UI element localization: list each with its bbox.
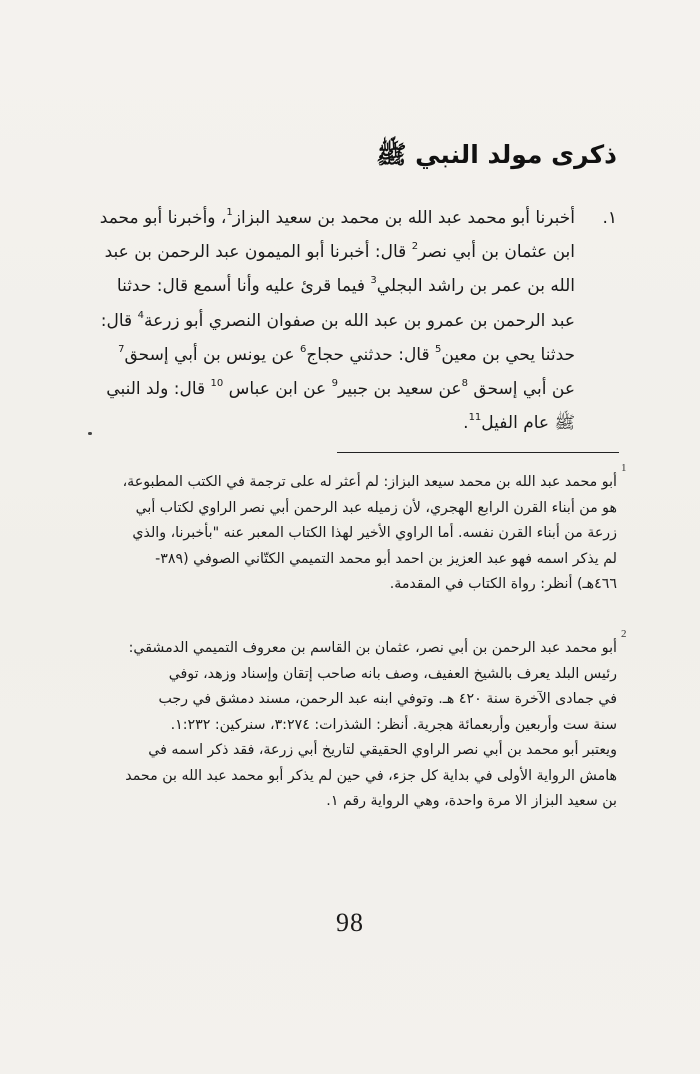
footnote-line: ويعتبر أبو محمد بن أبي نصر الراوي الحقيقي لتاريخ أبي زرعة، فقد ذكر اسمه في xyxy=(148,742,617,758)
footnote-line: رئيس البلد يعرف بالشيخ العفيف، وصف بانه صاحب إتقان وإسناد وزهد، توفي xyxy=(168,665,617,682)
footnote-line: بن سعيد البزاز الا مرة واحدة، وهي الرواية رقم ١. xyxy=(326,793,617,809)
section-heading: ذكرى مولد النبي ﷺ xyxy=(376,140,617,169)
footnote-mark: 1 xyxy=(621,462,627,474)
narration-line: أخبرنا أبو محمد عبد الله بن محمد بن سعيد البزاز$^1$، وأخبرنا أبو محمد xyxy=(99,207,575,228)
page-number: 98 xyxy=(336,908,364,937)
footnote-1 xyxy=(72,470,617,598)
footnote-line: زرعة من أبناء القرن نفسه. أما الراوي الأخير لهذا الكتاب المعبر عنه "بأخبرنا، والذي xyxy=(132,525,617,541)
footnote-line: هو من أبناء القرن الرابع الهجري، لأن زميله عبد الرحمن أبي نصر الراوي لكتاب أبي xyxy=(135,499,617,516)
footnote-line: أبو محمد عبد الله بن محمد سيعد البزاز: لم أعثر له على ترجمة في الكتب المطبوعة، xyxy=(122,474,617,490)
narration-line: عن أبي إسحق $^8$عن سعيد بن جبير$^9$ عن ابن عباس $^{10}$ قال: ولد النبي xyxy=(106,378,575,400)
print-speck xyxy=(88,432,92,435)
footnote-ref: 6 xyxy=(299,343,307,355)
narration-line: حدثنا يحي بن معين$^5$ قال: حدثني حجاج$^6$ عن يونس بن أبي إسحق$^7$ xyxy=(118,343,575,365)
footnote-ref: 5 xyxy=(435,343,442,355)
footnote-ref: 4 xyxy=(137,309,144,321)
narration-line: ابن عثمان بن أبي نصر$^2$ قال: أخبرنا أبو الميمون عبد الرحمن بن عبد xyxy=(104,241,575,263)
footnote-ref: 10 xyxy=(210,378,224,390)
footnote-2 xyxy=(72,636,617,815)
narration-text xyxy=(69,201,575,440)
footnote-line: ٤٦٦هـ) أنظر: رواة الكتاب في المقدمة. xyxy=(389,576,617,592)
narration-block xyxy=(69,201,617,440)
narration-line: عبد الرحمن بن عمرو بن عبد الله بن صفوان النصري أبو زرعة$^4$ قال: xyxy=(100,309,575,331)
narration-line: الله بن عمر بن راشد البجلي$^3$ فيما قرئ عليه وأنا أسمع قال: حدثنا xyxy=(116,275,575,297)
narration-line: ﷺ عام الفيل$^{11}$. xyxy=(463,412,575,434)
footnote-ref: 2 xyxy=(411,241,419,253)
footnote-line: لم يذكر اسمه فهو عبد العزيز بن احمد أبو محمد التميمي الكتّاني الصوفي (٣٨٩- xyxy=(155,550,617,567)
footnote-line: سنة ست وأربعين وأربعمائة هجرية. أنظر: الشذرات: ٣:٢٧٤، سنركين: ١:٢٣٢. xyxy=(170,716,617,733)
footnote-line: هامش الرواية الأولى في بداية كل جزء، في حين لم يذكر أبو محمد عبد الله بن محمد xyxy=(125,767,617,784)
footnote-ref: 7 xyxy=(118,343,125,355)
footnote-divider xyxy=(337,452,619,453)
footnote-mark: 2 xyxy=(621,628,627,640)
footnote-ref: 11 xyxy=(468,412,482,424)
footnote-ref: 8 xyxy=(461,378,468,390)
narration-number: ١. xyxy=(602,208,617,228)
footnote-ref: 1 xyxy=(226,207,233,218)
footnote-line: أبو محمد عبد الرحمن بن أبي نصر، عثمان بن القاسم بن معروف التميمي الدمشقي: xyxy=(128,640,617,656)
footnote-line: في جمادى الآخرة سنة ٤٢٠ هـ. وتوفي ابنه عبد الرحمن، مسند دمشق في رجب xyxy=(158,691,617,707)
footnote-ref: 9 xyxy=(331,378,338,390)
footnote-ref: 3 xyxy=(370,275,377,287)
